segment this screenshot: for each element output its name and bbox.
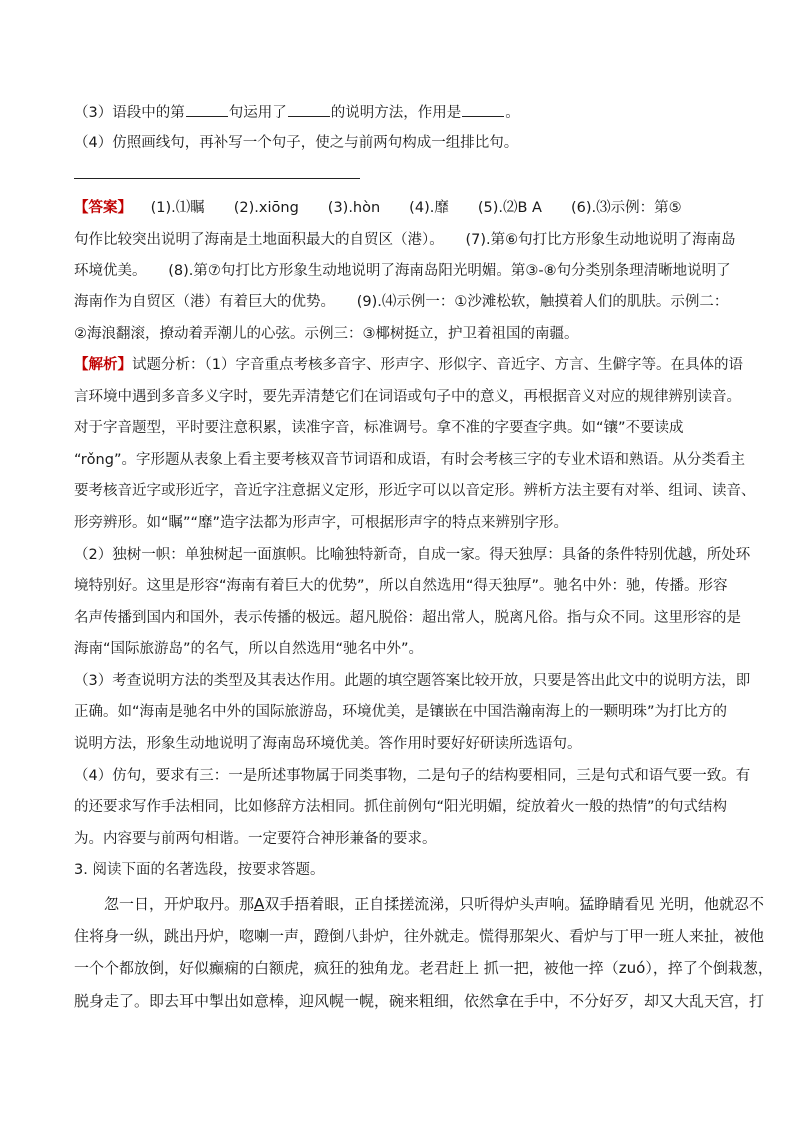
question-4-line: （4）仿照画线句，再补写一个句子，使之与前两句构成一组排比句。 (74, 135, 519, 151)
passage-line-3: 一个个都放倒，好似癫痫的白额虎，疯狂的独角龙。老君赶上 抓一把，被他一捽（zuó），捽了个倒栽葱， (74, 959, 773, 977)
q3-text-1: （3）语段中的第 (74, 105, 185, 121)
answer-line-1 (74, 198, 734, 218)
analysis-line-15: 的还要求写作手法相同，比如修辞方法相同。抓住前例句“阳光明媚，绽放着火一般的热情”的句式结构 (74, 799, 728, 815)
analysis-line-6: 形旁辨形。如“瞩”“靡”造字法都为形声字，可根据形声字的特点来辨别字形。 (74, 515, 569, 531)
analysis-line-11: （3）考查说明方法的类型及其表达作用。此题的填空题答案比较开放，只要是答出此文中的说明方法，即 (74, 673, 751, 689)
blank-2[interactable] (288, 102, 330, 117)
analysis-line-16: 为。内容要与前两句相谐。一定要符合神形兼备的要求。 (74, 831, 437, 847)
analysis-text-1: 试题分析：（1）字音重点考核多音字、形声字、形似字、音近字、方言、生僻字等。在具体的语 (132, 357, 743, 373)
analysis-line-8: 境特别好。这里是形容“海南有着巨大的优势”，所以自然选用“得天独厚”。驰名中外：驰，传播。形容 (74, 578, 728, 594)
analysis-line-10: 海南“国际旅游岛”的名气，所以自然选用“驰名中外”。 (74, 641, 424, 657)
analysis-label: 【解析】 (74, 357, 132, 373)
passage-text-1a: 忽一日，开炉取丹。那 (104, 895, 255, 913)
passage-line-1 (104, 894, 765, 914)
answer-line-3: 环境优美。 (8).第⑦句打比方形象生动地说明了海南岛阳光明媚。第③-⑧句分类别条理清晰地说明了 (74, 263, 731, 279)
passage-underlined-a: A (254, 895, 265, 913)
question-3-line (74, 102, 734, 123)
passage-text-1b: 双手捂着眼，正自揉搓流涕，只听得炉头声响。猛睁睛看见 光明，他就忍不 (264, 895, 765, 913)
answer-text-1: (1).⑴瞩 (2).xiōng (3).hòn (4).靡 (5).⑵B A (6).⑶示例：第⑤ (150, 200, 682, 216)
q3-text-3: 的说明方法，作用是 (330, 105, 462, 121)
analysis-line-9: 名声传播到国内和国外，表示传播的极远。超凡脱俗：超出常人，脱离凡俗。指与众不同。这里形容的是 (74, 610, 741, 626)
q3-text-4: 。 (505, 105, 520, 121)
analysis-line-1 (74, 355, 743, 375)
analysis-line-2: 言环境中遇到多音多义字时，要先弄清楚它们在词语或句子中的意义，再根据音义对应的规律辨别读音。 (74, 389, 741, 405)
analysis-line-3: 对于字音题型，平时要注意积累，读准字音，标准调号。拿不准的字要查字典。如“镶”不要读成 (74, 420, 684, 436)
blank-3[interactable] (462, 102, 504, 117)
passage-line-2: 住将身一纵，跳出丹炉，唿喇一声，蹬倒八卦炉，往外就走。慌得那架火、看炉与丁甲一班人来扯，被他 (74, 927, 765, 945)
analysis-line-14: （4）仿句，要求有三：一是所述事物属于同类事物，二是句子的结构要相同，三是句式和语气要一致。有 (74, 768, 751, 784)
answer-line-5: ②海浪翻滚，撩动着弄潮儿的心弦。示例三：③椰树挺立，护卫着祖国的南疆。 (74, 326, 579, 342)
answer-line-4: 海南作为自贸区（港）有着巨大的优势。 (9).⑷示例一：①沙滩松软，触摸着人们的肌肤。示例二： (74, 294, 729, 310)
analysis-line-13: 说明方法，形象生动地说明了海南岛环境优美。答作用时要好好研读所选语句。 (74, 736, 582, 752)
analysis-line-12: 正确。如“海南是驰名中外的国际旅游岛，环境优美，是镶嵌在中国浩瀚南海上的一颗明珠”为打比方的 (74, 704, 728, 720)
blank-1[interactable] (186, 102, 228, 117)
answer-blank-line[interactable] (74, 178, 360, 179)
analysis-line-4: “rǒng”。字形题从表象上看主要考核双音节词语和成语，有时会考核三字的专业术语和熟语。从分类看主 (74, 452, 745, 468)
analysis-line-5: 要考核音近字或形近字，音近字注意据义定形，形近字可以以音定形。辨析方法主要有对举、组词、读音、 (74, 483, 756, 499)
passage-line-4: 脱身走了。即去耳中掣出如意棒，迎风幌一幌，碗来粗细，依然拿在手中，不分好歹，却又大乱天宫，打 (74, 992, 765, 1010)
question-3-heading: 3. 阅读下面的名著选段，按要求答题。 (74, 862, 325, 878)
answer-line-2: 句作比较突出说明了海南是土地面积最大的自贸区（港）。 (7).第⑥句打比方形象生动地说明了海南岛 (74, 232, 736, 248)
answer-label: 【答案】 (74, 200, 132, 216)
analysis-line-7: （2）独树一帜：单独树起一面旗帜。比喻独特新奇，自成一家。得天独厚：具备的条件特别优越，所处环 (74, 547, 751, 563)
q3-text-2: 句运用了 (228, 105, 287, 121)
